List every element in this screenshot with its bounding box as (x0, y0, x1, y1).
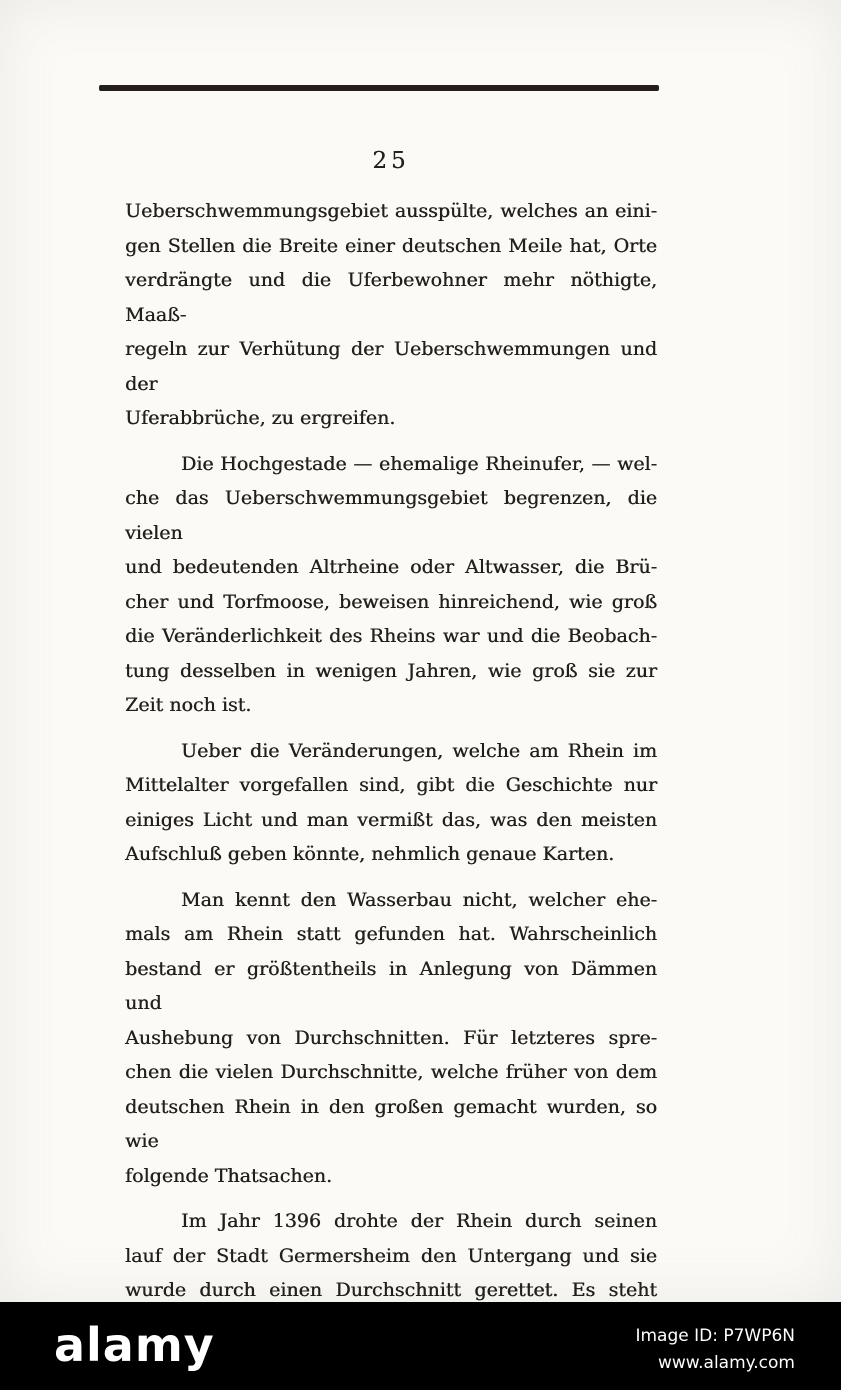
text-line: Mittelalter vorgefallen sind, gibt die Geschichte nur (125, 774, 657, 796)
text-line: che das Ueberschwemmungsgebiet begrenzen, die vielen (125, 487, 657, 544)
paragraph (125, 447, 657, 723)
text-line: gen Stellen die Breite einer deutschen Meile hat, Orte (125, 234, 657, 257)
text-line: folgende Thatsachen. (125, 1164, 332, 1187)
text-line: deutschen Rhein in den großen gemacht wurden, so wie (125, 1095, 657, 1152)
image-id: Image ID: P7WP6N (635, 1326, 795, 1346)
watermark-meta (635, 1323, 795, 1377)
alamy-logo: alamy (54, 1318, 215, 1372)
text-line: Im Jahr 1396 drohte der Rhein durch seinen (181, 1210, 657, 1232)
paragraph (125, 1204, 657, 1308)
header-rule (99, 85, 659, 91)
text-line: lauf der Stadt Germersheim den Untergang und sie (125, 1244, 657, 1267)
text-line: einiges Licht und man vermißt das, was den meisten (125, 808, 657, 831)
page-number: 25 (372, 148, 410, 174)
text-line: Uferabbrüche, zu ergreifen. (125, 407, 396, 429)
text-line: die Veränderlichkeit des Rheins war und die Beobach- (125, 625, 657, 647)
text-line: Ueber die Veränderungen, welche am Rhein im (181, 739, 657, 762)
text-line: regeln zur Verhütung der Ueberschwemmungen und der (125, 338, 657, 395)
paragraph (125, 194, 657, 436)
alamy-url: www.alamy.com (657, 1353, 795, 1373)
paragraph (125, 883, 657, 1194)
text-line: cher und Torfmoose, beweisen hinreichend, wie groß (125, 590, 657, 613)
text-line: mals am Rhein statt gefunden hat. Wahrscheinlich (125, 923, 657, 945)
paragraph (125, 734, 657, 872)
text-line: Aufschluß geben könnte, nehmlich genaue Karten. (125, 843, 615, 865)
text-line: und bedeutenden Altrheine oder Altwasser, die Brü- (125, 556, 657, 578)
page-text (125, 194, 657, 1319)
text-line: wurde durch einen Durchschnitt gerettet. Es steht (125, 1279, 657, 1301)
text-line: Die Hochgestade — ehemalige Rheinufer, — wel- (181, 452, 657, 475)
text-line: Man kennt den Wasserbau nicht, welcher ehe- (181, 888, 657, 911)
text-line: bestand er größtentheils in Anlegung von Dämmen und (125, 957, 657, 1014)
watermark-bar (0, 1302, 841, 1390)
text-line: Aushebung von Durchschnitten. Für letzteres spre- (125, 1026, 657, 1049)
text-line: chen die vielen Durchschnitte, welche früher von dem (125, 1061, 657, 1083)
text-line: verdrängte und die Uferbewohner mehr nöthigte, Maaß- (125, 269, 657, 326)
text-line: tung desselben in wenigen Jahren, wie groß sie zur (125, 659, 657, 682)
text-line: Zeit noch ist. (125, 694, 252, 716)
text-line: Ueberschwemmungsgebiet ausspülte, welches an eini- (125, 200, 657, 222)
